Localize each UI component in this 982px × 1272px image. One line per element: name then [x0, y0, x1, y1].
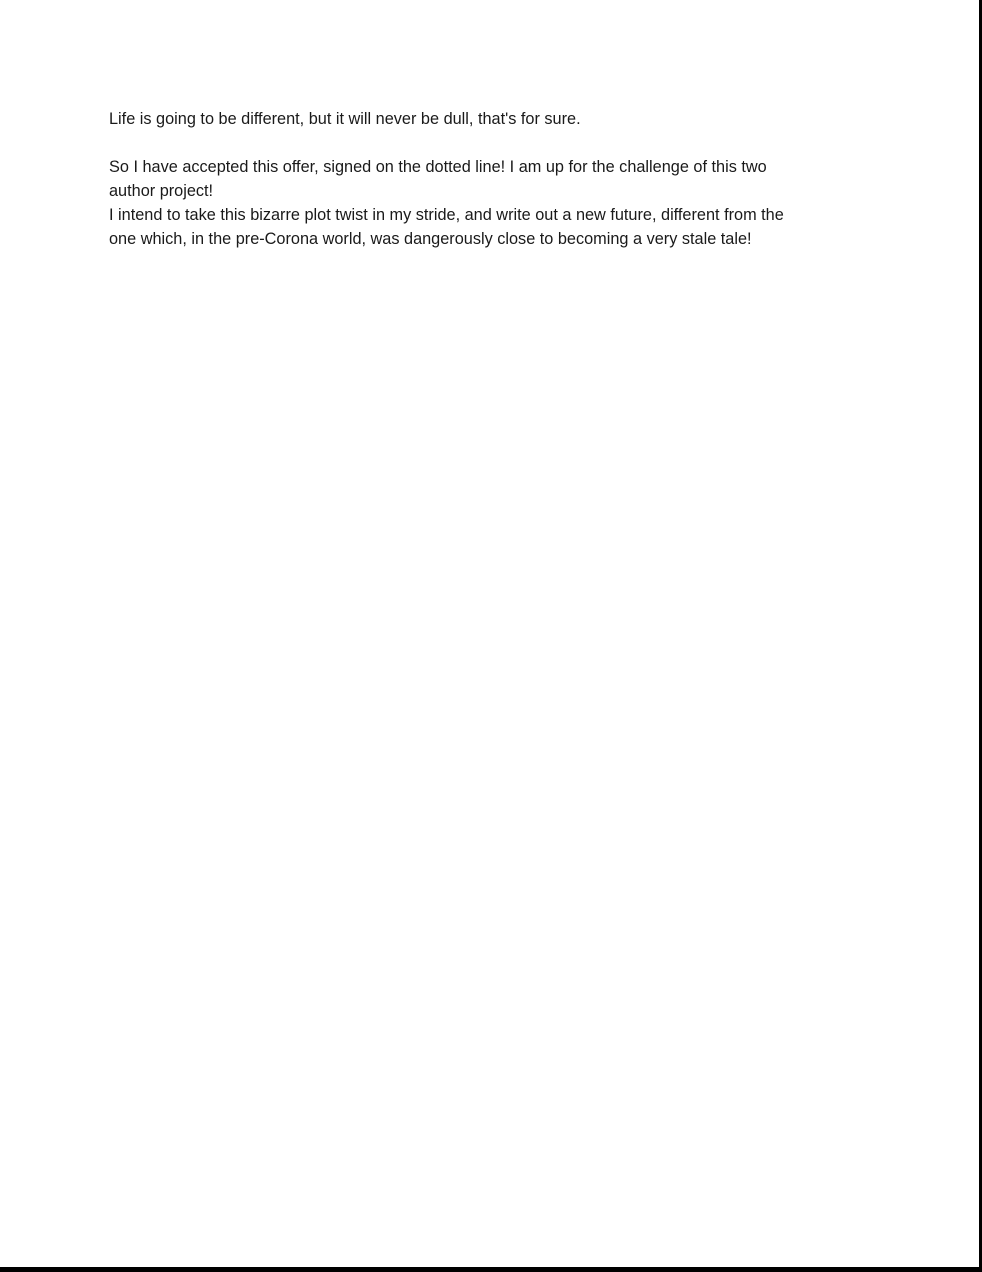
text-line: Life is going to be different, but it will never be dull, that's for sure.	[109, 110, 581, 128]
paragraph-gap	[109, 131, 869, 155]
text-line: So I have accepted this offer, signed on the dotted line! I am up for the challenge of this two	[109, 158, 767, 176]
document-body	[109, 107, 869, 251]
text-line: one which, in the pre-Corona world, was dangerously close to becoming a very stale tale!	[109, 230, 752, 248]
text-line: author project!	[109, 182, 214, 200]
text-line: I intend to take this bizarre plot twist in my stride, and write out a new future, different from the	[109, 206, 784, 224]
